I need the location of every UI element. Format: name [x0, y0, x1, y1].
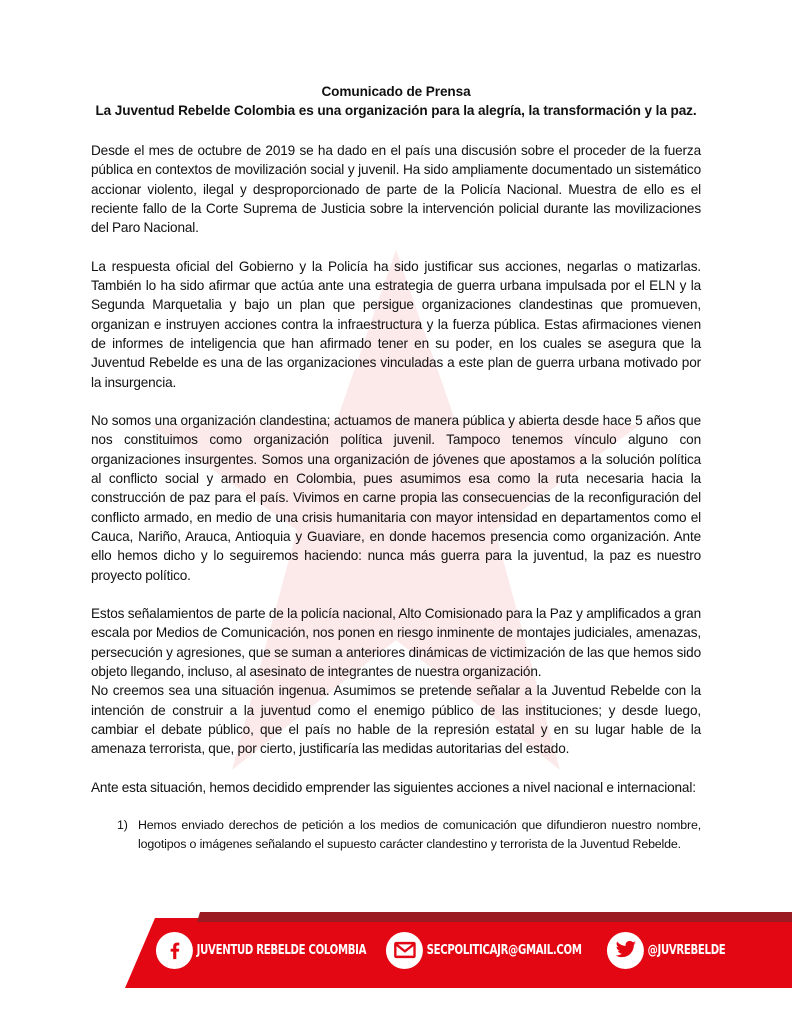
- email-link[interactable]: [390, 931, 582, 969]
- action-text: Hemos enviado derechos de petición a los medios de comunicación que difundieron nuestro nombre, logotipos o imágenes señalando el supuesto carácter clandestino y terrorista de la Juventud Rebelde.: [138, 818, 701, 852]
- contact-footer-banner: [0, 912, 792, 992]
- document-subtitle: La Juventud Rebelde Colombia es una organización para la alegría, la transformación y la paz.: [95, 103, 697, 118]
- paragraph-5: No creemos sea una situación ingenua. Asumimos se pretende señalar a la Juventud Rebelde con la intención de construir a la juventud como el enemigo público de las instituciones; y desde luego, cambiar el debate público, que el país no hable de la represión estatal y en su lugar hable de la amenaza terrorista, que, por cierto, justificaría las medidas autoritarias del estado.: [91, 683, 701, 757]
- document-heading: Comunicado de Prensa: [321, 84, 471, 99]
- paragraph-3: No somos una organización clandestina; actuamos de manera pública y abierta desde hace 5 años que nos constituimos como organización política juvenil. Tampoco tenemos vínculo alguno con organizaciones insurgentes. Somos una organización de jóvenes que apostamos a la solución política al conflicto social y armado en Colombia, pues asumimos esa como la ruta necesaria hacia la construcción de paz para el país. Vivimos en carne propia las consecuencias de la reconfiguración del conflicto armado, en medio de una crisis humanitaria con mayor intensidad en departamentos como el Cauca, Nariño, Arauca, Antioquia y Guaviare, en donde hacemos presencia como organización. Ante ello hemos dicho y lo seguiremos haciendo: nunca más guerra para la juventud, la paz es nuestro proyecto político.: [91, 413, 701, 583]
- action-number: 1): [117, 818, 128, 833]
- twitter-bird-icon: [607, 932, 644, 969]
- facebook-link[interactable]: [160, 931, 366, 969]
- action-item: [91, 816, 701, 854]
- banner-dark-strip: [197, 912, 792, 922]
- facebook-label: JUVENTUD REBELDE COLOMBIA: [196, 942, 367, 958]
- twitter-label: @JUVREBELDE: [647, 942, 726, 958]
- press-release-page: [91, 82, 701, 854]
- twitter-link[interactable]: [611, 931, 725, 969]
- email-label: SECPOLITICAJR@GMAIL.COM: [426, 942, 582, 958]
- actions-list: [91, 816, 701, 854]
- paragraph-4: Estos señalamientos de parte de la policía nacional, Alto Comisionado para la Paz y amplificados a gran escala por Medios de Comunicación, nos ponen en riesgo inminente de montajes judiciales, amenazas, persecución y agresiones, que se suman a anteriores dinámicas de victimización de las que hemos sido objeto llegando, incluso, al asesinato de integrantes de nuestra organización.: [91, 606, 701, 680]
- title-block: [91, 82, 701, 120]
- paragraph-6: Ante esta situación, hemos decidido emprender las siguientes acciones a nivel nacional e internacional:: [91, 779, 696, 795]
- envelope-icon: [386, 932, 423, 969]
- facebook-icon: [156, 932, 193, 969]
- paragraph-2: La respuesta oficial del Gobierno y la Policía ha sido justificar sus acciones, negarlas o matizarlas. También lo ha sido afirmar que actúa ante una estrategia de guerra urbana impulsada por el ELN y la Segunda Marquetalia y bajo un plan que persigue organizaciones clandestinas que promueven, organizan e instruyen acciones contra la infraestructura y la fuerza pública. Estas afirmaciones vienen de informes de inteligencia que han afirmado tener en su poder, en los cuales se asegura que la Juventud Rebelde es una de las organizaciones vinculadas a este plan de guerra urbana motivado por la insurgencia.: [91, 258, 701, 390]
- paragraph-1: Desde el mes de octubre de 2019 se ha dado en el país una discusión sobre el proceder de la fuerza pública en contextos de movilización social y juvenil. Ha sido ampliamente documentado un sistemático accionar violento, ilegal y desproporcionado de parte de la Policía Nacional. Muestra de ello es el reciente fallo de la Corte Suprema de Justicia sobre la intervención policial durante las movilizaciones del Paro Nacional.: [91, 143, 701, 236]
